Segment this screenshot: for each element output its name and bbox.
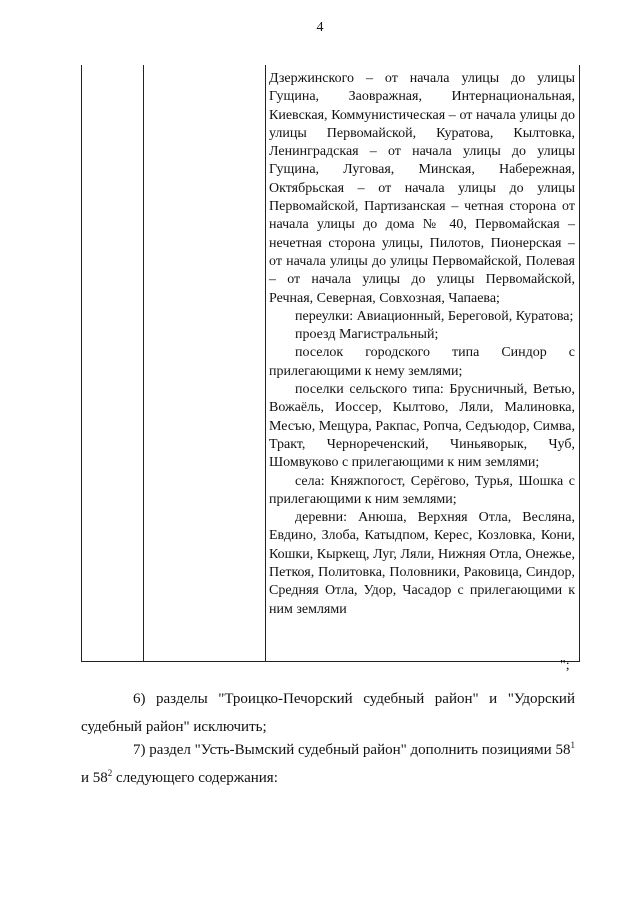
rural-settlements-text: поселки сельского типа: Брусничный, Ветью, Вожаёль, Иоссер, Кылтово, Ляли, Малиновка, Месъю, Мещура, Ракпас, Ропча, Седъюдор, Симва, Тракт, Чернореченский, Чиньяворык, Чуб, Шомвуково с прилегающими к ним землями;	[269, 382, 575, 471]
paragraph-6: 6) разделы "Троицко-Печорский судебный район" и "Удорский судебный район" исключить;	[81, 691, 575, 735]
table-border-right	[579, 65, 580, 662]
passage-text: проезд Магистральный;	[295, 327, 439, 343]
table-border-bottom	[81, 661, 580, 662]
territory-cell	[269, 70, 575, 619]
table-border-col2	[265, 65, 266, 662]
villages-text: села: Княжпогост, Серёгово, Турья, Шошка с прилегающими к ним землями;	[269, 473, 575, 507]
urban-settlement-text: поселок городского типа Синдор с прилегающими к нему землями;	[269, 345, 575, 379]
paragraph-7-middle: и 58	[81, 770, 108, 786]
districts-table	[81, 65, 580, 662]
superscript-1: 1	[570, 740, 575, 750]
paragraph-7-end: следующего содержания:	[112, 770, 278, 786]
hamlets-text: деревни: Анюша, Верхняя Отла, Весляна, Евдино, Злоба, Катыдпом, Керес, Козловка, Кони, Кошки, Кыркещ, Луг, Ляли, Нижняя Отла, Онежье, Петкоя, Политовка, Половники, Раковица, Синдор, Средняя Отла, Удор, Часадор с прилегающими к ним землями	[269, 510, 575, 617]
paragraph-7-text: 7) раздел "Усть-Вымский судебный район" дополнить позициями 58	[133, 742, 571, 758]
closing-quote: ";	[560, 658, 570, 673]
superscript-2: 2	[107, 768, 113, 778]
table-border-left	[81, 65, 82, 662]
lanes-text: переулки: Авиационный, Береговой, Куратова;	[295, 308, 574, 324]
page-number: 4	[316, 20, 324, 35]
table-border-col1	[143, 65, 144, 662]
paragraph-7	[81, 736, 575, 792]
streets-text: Дзержинского – от начала улицы до улицы Гущина, Заовражная, Интернациональная, Киевская, Коммунистическая – от начала улицы до улицы Первомайской, Куратова, Кылтовка, Ленинградская – от начала улицы до улицы Гущина, Луговая, Минская, Набережная, Октябрьская – от начала улицы до улицы Первомайской, Партизанская – четная сторона от начала улицы до дома № 40, Первомайская – нечетная сторона улицы, Пилотов, Пионерская – от начала улицы до улицы Первомайской, Полевая – от начала улицы до улицы Первомайской, Речная, Северная, Совхозная, Чапаева;	[269, 71, 575, 306]
